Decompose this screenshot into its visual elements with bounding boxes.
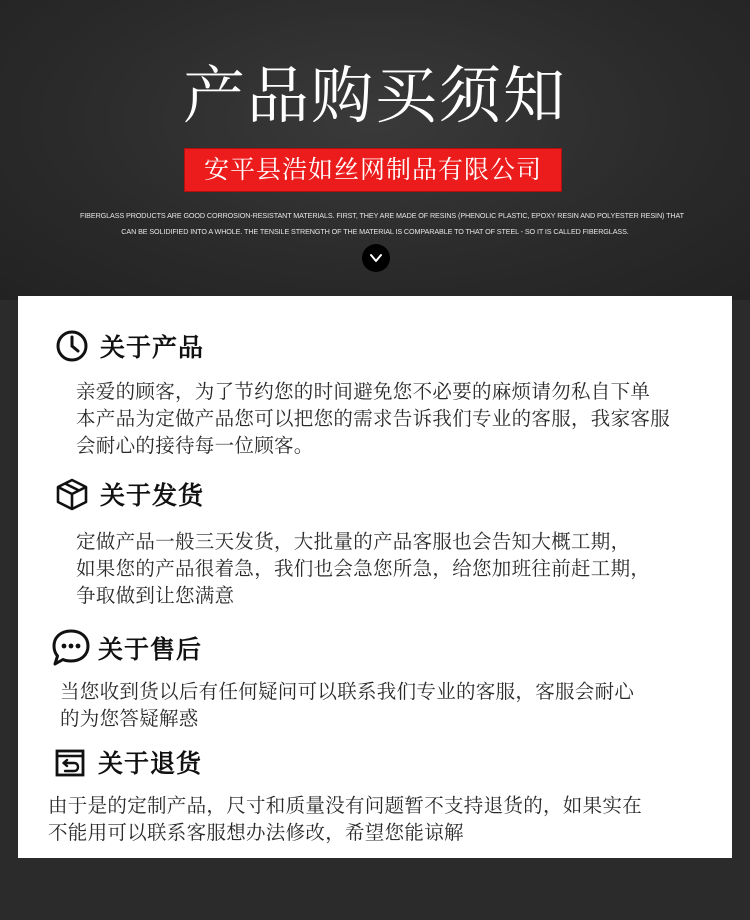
section-label: 关于发货 xyxy=(100,481,205,510)
notice-card xyxy=(18,296,732,858)
return-icon xyxy=(52,744,88,780)
body-line: 不能用可以联系客服想办法修改，希望您能谅解 xyxy=(48,821,464,844)
section-body-product xyxy=(76,378,670,459)
page-title: 产品购买须知 xyxy=(182,59,567,132)
body-line: 由于是的定制产品，尺寸和质量没有问题暂不支持退货的，如果实在 xyxy=(48,794,643,817)
section-label: 关于产品 xyxy=(100,333,205,362)
description-line: FIBERGLASS PRODUCTS ARE GOOD CORROSION-RESISTANT MATERIALS. FIRST, THEY ARE MADE OF RESINS (PHENOLIC PLASTIC, EPOXY RESIN AND POLYESTER RESIN) THAT xyxy=(80,211,684,220)
body-line: 亲爱的顾客，为了节约您的时间避免您不必要的麻烦请勿私自下单 xyxy=(76,380,651,403)
header-banner xyxy=(0,0,750,300)
section-title-returns xyxy=(52,744,202,780)
body-line: 会耐心的接待每一位顾客。 xyxy=(76,434,314,457)
section-title-aftersales xyxy=(50,628,202,668)
body-line: 争取做到让您满意 xyxy=(76,584,235,607)
company-name: 安平县浩如丝网制品有限公司 xyxy=(203,155,542,184)
english-description xyxy=(80,208,684,240)
section-body-aftersales xyxy=(60,678,634,732)
section-title-product xyxy=(54,328,204,364)
body-line: 定做产品一般三天发货，大批量的产品客服也会告知大概工期， xyxy=(76,530,631,553)
chat-bubble-icon xyxy=(50,628,92,668)
section-title-shipping xyxy=(54,476,204,512)
chevron-down-icon xyxy=(362,244,390,272)
footer-strip xyxy=(0,858,750,920)
body-line: 如果您的产品很着急，我们也会急您所急，给您加班往前赶工期， xyxy=(76,557,651,580)
section-body-returns xyxy=(48,792,642,846)
description-line: CAN BE SOLIDIFIED INTO A WHOLE. THE TENSILE STRENGTH OF THE MATERIAL IS COMPARABLE TO THAT OF STEEL - SO IT IS CALLED FIBERGLASS. xyxy=(121,227,629,236)
box-icon xyxy=(54,476,90,512)
company-badge xyxy=(184,148,562,192)
section-label: 关于售后 xyxy=(98,635,203,664)
clock-icon xyxy=(54,328,90,364)
section-label: 关于退货 xyxy=(98,749,203,778)
body-line: 当您收到货以后有任何疑问可以联系我们专业的客服，客服会耐心 xyxy=(60,680,635,703)
section-body-shipping xyxy=(76,528,650,609)
body-line: 本产品为定做产品您可以把您的需求告诉我们专业的客服，我家客服 xyxy=(76,407,671,430)
body-line: 的为您答疑解惑 xyxy=(60,707,199,730)
